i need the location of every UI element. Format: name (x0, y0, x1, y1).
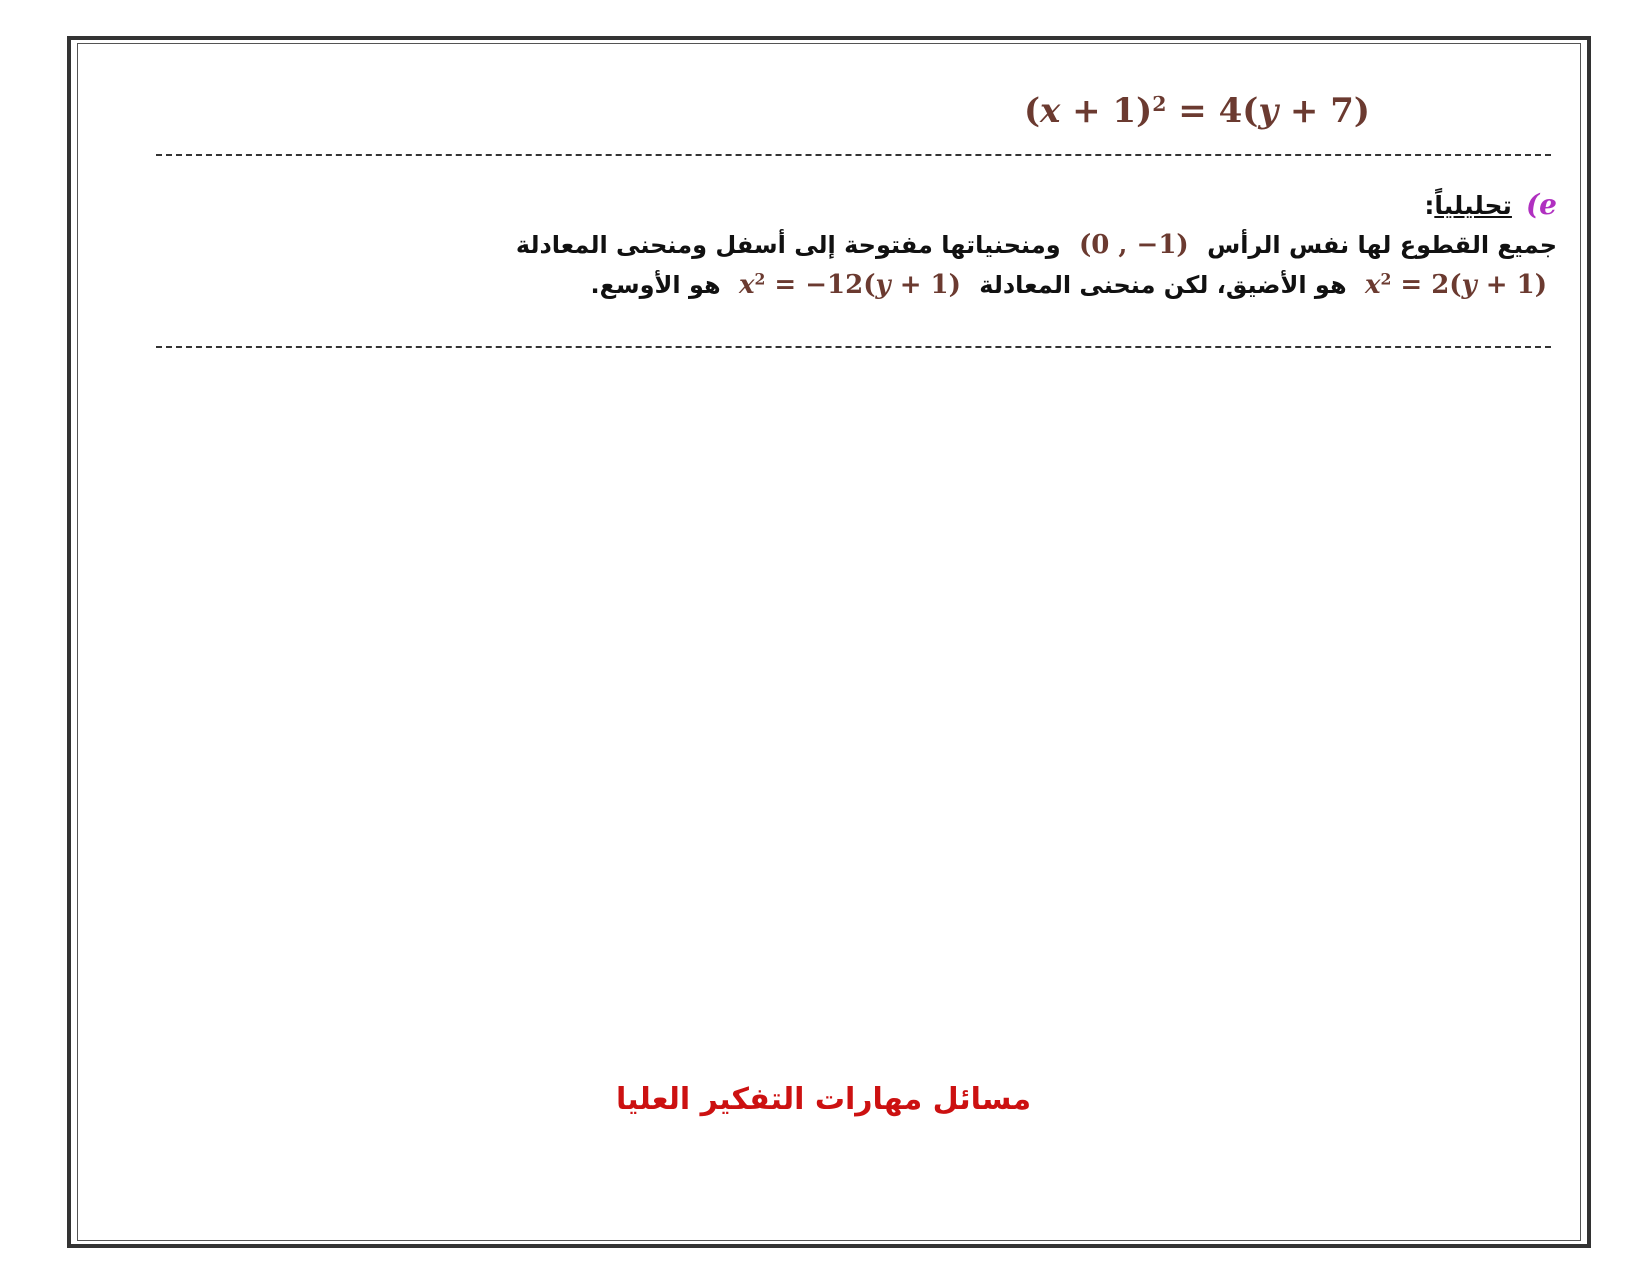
line2-mid-text: هو الأضيق، لكن منحنى المعادلة (979, 271, 1347, 299)
line1-text-before: جميع القطوع لها نفس الرأس (1207, 231, 1557, 259)
equation-widest: $x^2 = -12(y + 1)$ (738, 269, 961, 300)
page-frame (67, 36, 1591, 1248)
equation-narrowest: $x^2 = 2(y + 1)$ (1364, 269, 1547, 300)
part-e-line-1 (241, 225, 1557, 265)
line2-end-text: هو الأوسع. (590, 271, 721, 299)
dashed-divider-bottom (156, 346, 1551, 348)
part-e-section (241, 186, 1557, 305)
line1-text-after: ومنحنياتها مفتوحة إلى أسفل ومنحنى المعادلة (515, 231, 1061, 259)
equation-parabola-previous: $(x + 1)^2 = 4(y + 7)$ (1023, 91, 1370, 131)
heading-word: تحليلياً (1434, 191, 1512, 220)
part-e-line-2 (241, 265, 1557, 305)
heading-colon: : (1424, 191, 1435, 220)
footer-title: مسائل مهارات التفكير العليا (615, 1082, 1032, 1117)
part-e-heading (241, 186, 1557, 225)
part-label: (e (1525, 188, 1557, 221)
vertex-coordinates: (0 , −1) (1078, 230, 1189, 260)
dashed-divider-top (156, 154, 1551, 156)
